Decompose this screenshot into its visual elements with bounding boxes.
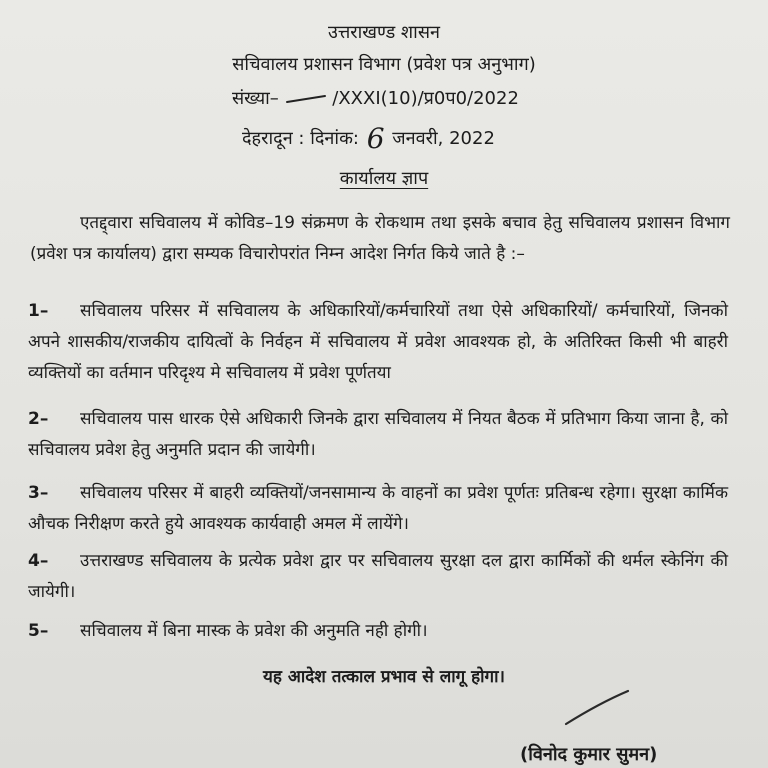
date-day-handwritten: 6 <box>366 122 385 155</box>
order-item-text: उत्तराखण्ड सचिवालय के प्रत्येक प्रवेश द्वार पर सचिवालय सुरक्षा दल द्वारा कार्मिकों की थर्मल स्केनिंग की जायेगी। <box>28 551 728 602</box>
department-heading: सचिवालय प्रशासन विभाग (प्रवेश पत्र अनुभाग) <box>232 54 536 75</box>
reference-prefix: संख्या– <box>232 88 279 109</box>
memo-title: कार्यालय ज्ञाप <box>339 168 429 189</box>
date-month-year: जनवरी, 2022 <box>392 128 495 149</box>
order-item-3 <box>28 478 728 540</box>
order-item-text: सचिवालय परिसर में बाहरी व्यक्तियों/जनसामान्य के वाहनों का प्रवेश पूर्णतः प्रतिबन्ध रहेगा। सुरक्षा कार्मिक औचक निरीक्षण करते हुये आवश्यक कार्यवाही अमल में लायेंगे। <box>28 483 728 534</box>
signature-stroke <box>562 688 632 728</box>
effect-statement: यह आदेश तत्काल प्रभाव से लागू होगा। <box>263 667 505 687</box>
intro-paragraph: एतद्द्वारा सचिवालय में कोविड–19 संक्रमण के रोकथाम तथा इसके बचाव हेतु सचिवालय प्रशासन विभाग (प्रवेश पत्र कार्यालय) द्वारा सम्यक विचारोपरांत निम्न आदेश निर्गत किये जाते है :– <box>30 213 730 264</box>
order-item-number: 2– <box>28 409 49 429</box>
date-line <box>242 118 495 155</box>
order-item-text: सचिवालय परिसर में सचिवालय के अधिकारियों/कर्मचारियों तथा ऐसे अधिकारियों/ कर्मचारियों, जिनको अपने शासकीय/राजकीय दायित्वों के निर्वहन में सचिवालय में प्रवेश आवश्यक हो, के अतिरिक्त किसी भी बाहरी व्यक्तियों का वर्तमान परिदृश्य मे सचिवालय में प्रवेश पूर्णतया <box>28 301 728 383</box>
order-item-text: सचिवालय में बिना मास्क के प्रवेश की अनुमति नही होगी। <box>80 621 428 641</box>
order-item-2 <box>28 404 728 466</box>
handwritten-dash <box>285 93 327 105</box>
order-item-number: 1– <box>28 301 49 321</box>
order-item-number: 4– <box>28 551 49 571</box>
signatory-name: (विनोद कुमार सुमन) <box>520 744 658 765</box>
order-item-text: सचिवालय पास धारक ऐसे अधिकारी जिनके द्वारा सचिवालय में नियत बैठक में प्रतिभाग किया जाना है, को सचिवालय प्रवेश हेतु अनुमति प्रदान की जायेगी। <box>28 409 728 460</box>
order-item-number: 5– <box>28 621 49 641</box>
date-place: देहरादून : दिनांक: <box>242 128 359 149</box>
order-item-1 <box>28 296 728 389</box>
reference-line <box>232 86 519 110</box>
order-item-5 <box>28 616 728 647</box>
government-heading: उत्तराखण्ड शासन <box>327 22 440 43</box>
order-item-4 <box>28 546 728 608</box>
order-item-number: 3– <box>28 483 49 503</box>
reference-number: /XXXI(10)/प्र0प0/2022 <box>332 88 519 109</box>
